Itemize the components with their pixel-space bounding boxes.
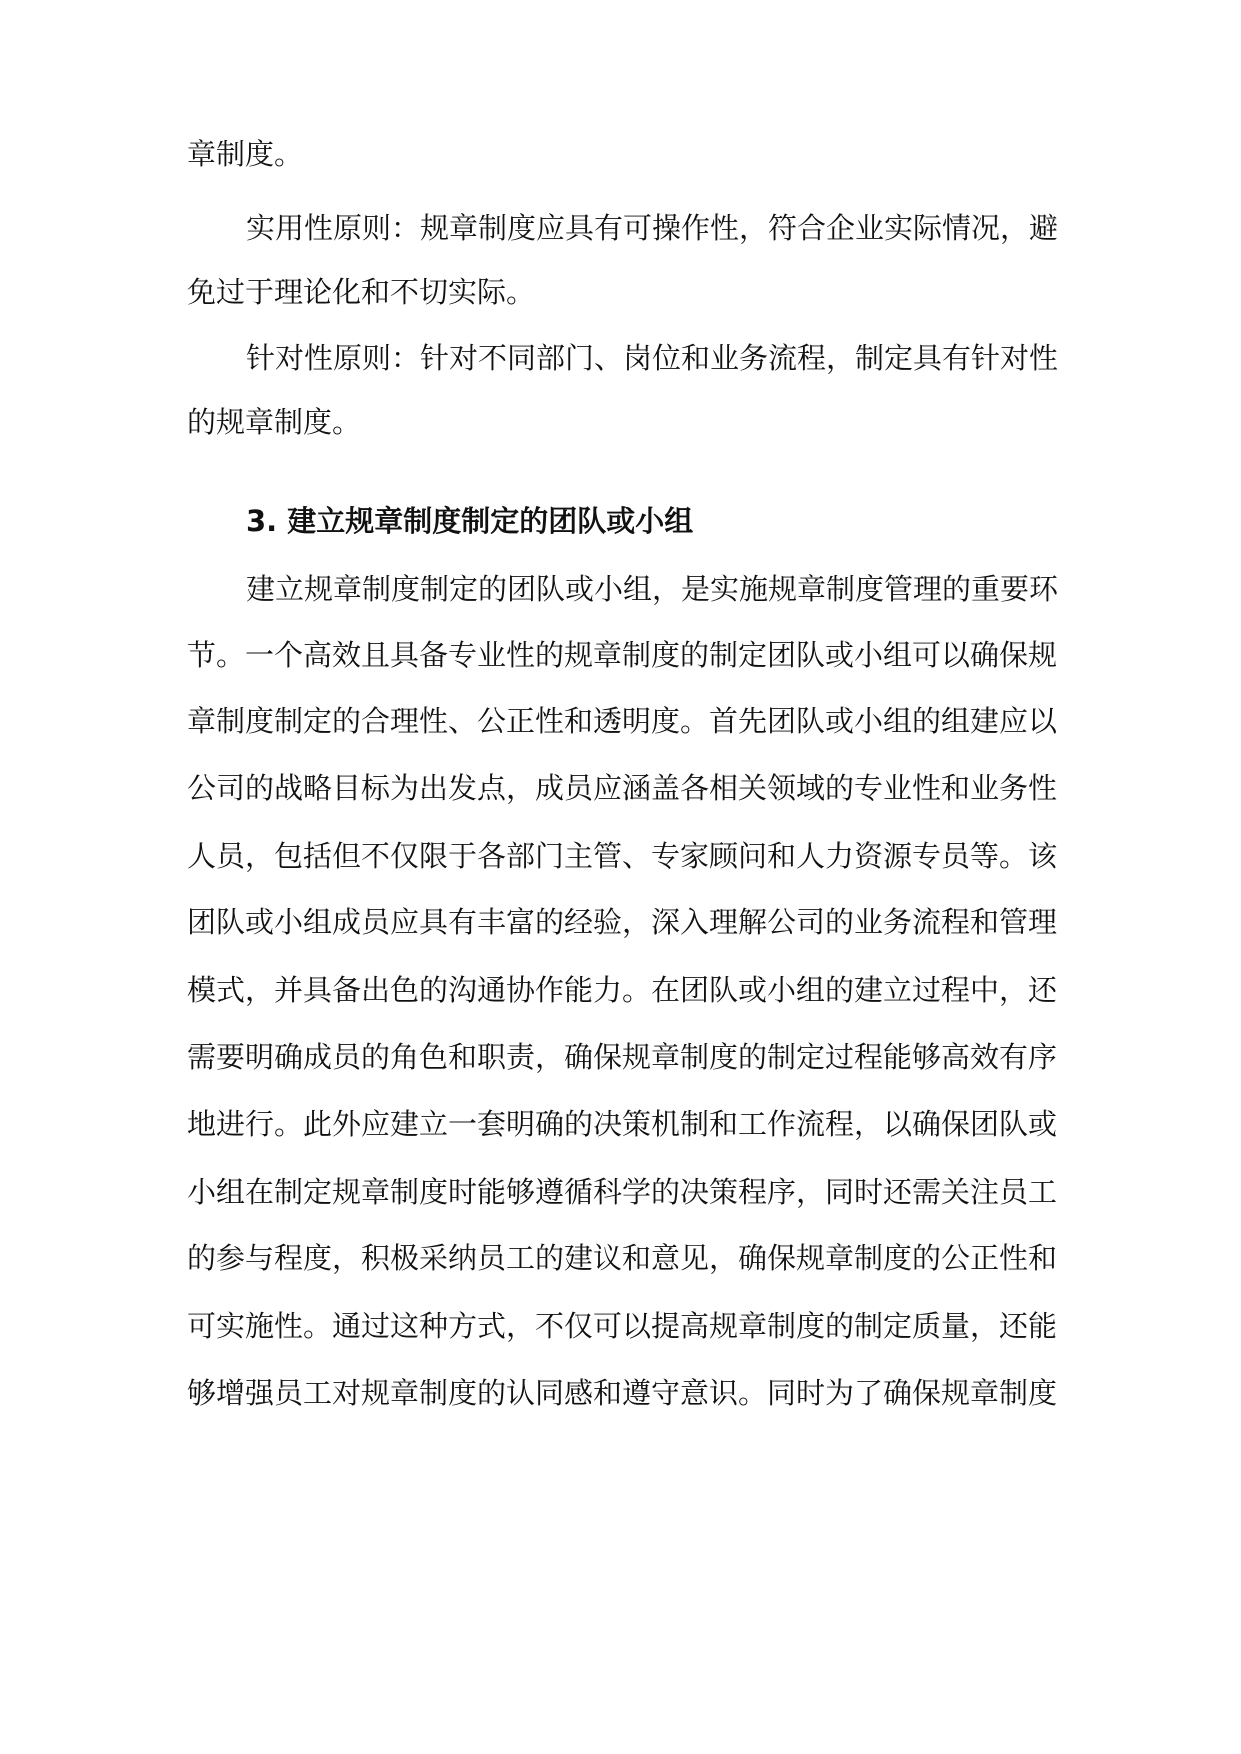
section-heading: 3. 建立规章制度制定的团队或小组 [246, 504, 694, 538]
paragraph-line: 够增强员工对规章制度的认同感和遵守意识。同时为了确保规章制度 [187, 1376, 1058, 1410]
paragraph-line: 节。一个高效且具备专业性的规章制度的制定团队或小组可以确保规 [187, 638, 1058, 672]
text-line: 的规章制度。 [187, 405, 362, 439]
paragraph-line: 团队或小组成员应具有丰富的经验，深入理解公司的业务流程和管理 [187, 905, 1058, 939]
text-line: 免过于理论化和不切实际。 [187, 275, 536, 309]
text-line: 章制度。 [187, 137, 304, 171]
paragraph-line: 模式，并具备出色的沟通协作能力。在团队或小组的建立过程中，还 [187, 973, 1058, 1007]
paragraph-line: 建立规章制度制定的团队或小组，是实施规章制度管理的重要环 [246, 572, 1059, 606]
paragraph-line: 公司的战略目标为出发点，成员应涵盖各相关领域的专业性和业务性 [187, 771, 1058, 805]
paragraph-line: 人员，包括但不仅限于各部门主管、专家顾问和人力资源专员等。该 [187, 839, 1058, 873]
paragraph-line: 可实施性。通过这种方式，不仅可以提高规章制度的制定质量，还能 [187, 1309, 1058, 1343]
paragraph-line: 需要明确成员的角色和职责，确保规章制度的制定过程能够高效有序 [187, 1040, 1058, 1074]
paragraph-line: 的参与程度，积极采纳员工的建议和意见，确保规章制度的公正性和 [187, 1241, 1058, 1275]
text-line: 针对性原则：针对不同部门、岗位和业务流程，制定具有针对性 [246, 341, 1059, 375]
text-line: 实用性原则：规章制度应具有可操作性，符合企业实际情况，避 [246, 211, 1059, 245]
paragraph-line: 小组在制定规章制度时能够遵循科学的决策程序，同时还需关注员工 [187, 1175, 1058, 1209]
paragraph-line: 章制度制定的合理性、公正性和透明度。首先团队或小组的组建应以 [187, 704, 1058, 738]
paragraph-line: 地进行。此外应建立一套明确的决策机制和工作流程，以确保团队或 [187, 1107, 1058, 1141]
